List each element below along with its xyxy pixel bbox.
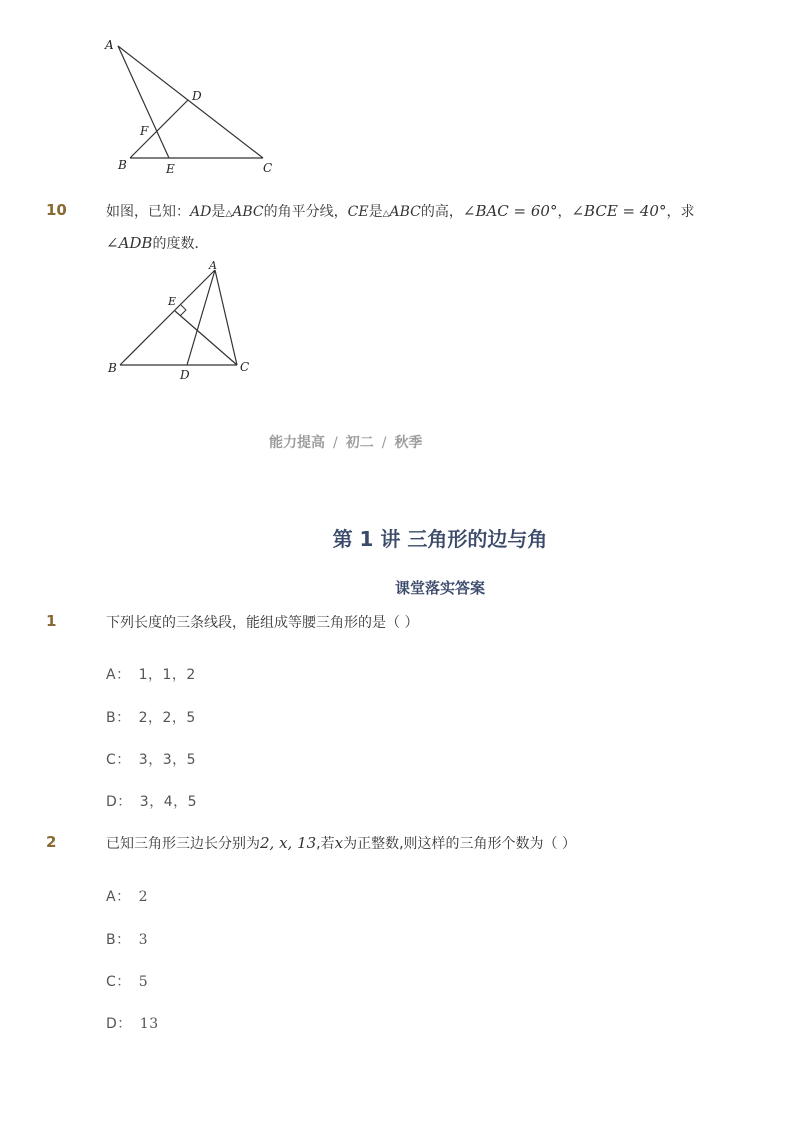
- option-c: [106, 971, 148, 991]
- breadcrumb-item: 初二: [345, 435, 374, 451]
- label-e: E: [168, 295, 177, 308]
- option-label: B：: [106, 932, 131, 948]
- triangle-symbol: △: [382, 209, 390, 219]
- option-a: [106, 664, 196, 684]
- label-c: C: [240, 360, 250, 374]
- text-segment: ，: [557, 204, 572, 220]
- text-segment: ,若: [316, 836, 335, 852]
- option-b: [106, 707, 196, 727]
- label-d: D: [180, 368, 190, 382]
- option-label: A：: [106, 889, 131, 905]
- breadcrumb-separator: /: [381, 435, 387, 451]
- option-label: B：: [106, 710, 131, 726]
- question-number: 10: [46, 201, 67, 219]
- math-ce: CE: [347, 204, 369, 220]
- option-a: [106, 886, 148, 906]
- breadcrumb: [269, 432, 422, 452]
- question-10-line-2: [106, 233, 208, 253]
- question-number: 2: [46, 833, 57, 851]
- option-value: 3，3，5: [138, 752, 197, 768]
- segment-bd: [130, 100, 188, 158]
- segment-ac: [215, 270, 237, 365]
- option-value: 13: [139, 1016, 159, 1032]
- option-value: 5: [138, 974, 149, 990]
- math-sides: 2, x, 13: [260, 834, 317, 852]
- question-text: 下列长度的三条线段，能组成等腰三角形的是（ ）: [106, 615, 419, 631]
- question-number: 1: [46, 612, 57, 630]
- option-value: 1，1，2: [138, 667, 196, 683]
- question-10-line-1: [106, 201, 694, 221]
- label-d: D: [192, 89, 202, 103]
- breadcrumb-item: 秋季: [394, 435, 423, 451]
- option-label: D：: [106, 794, 132, 810]
- segment-ae: [118, 46, 169, 158]
- question-text: [106, 833, 576, 853]
- option-d: [106, 1013, 159, 1033]
- label-a: A: [105, 38, 114, 52]
- text-segment: 的度数．: [152, 236, 209, 252]
- text-segment: 为正整数,则这样的三角形个数为（ ）: [343, 836, 576, 852]
- option-d: [106, 791, 197, 811]
- text-segment: 是: [368, 204, 383, 220]
- option-value: 3，4，5: [139, 794, 198, 810]
- option-value: 2，2，5: [138, 710, 196, 726]
- option-label: A：: [106, 667, 131, 683]
- breadcrumb-item: 能力提高: [269, 435, 325, 451]
- text-segment: 是: [211, 204, 226, 220]
- section-title: 课堂落实答案: [394, 579, 485, 597]
- lecture-title: 第 1 讲 三角形的边与角: [332, 527, 548, 551]
- label-c: C: [263, 161, 273, 175]
- text-segment: 的角平分线，: [263, 204, 348, 220]
- option-value: 3: [138, 932, 149, 948]
- math-angle-adb: ∠ADB: [106, 234, 153, 252]
- breadcrumb-separator: /: [333, 435, 338, 451]
- option-label: D：: [106, 1016, 132, 1032]
- math-variable: x: [334, 834, 344, 852]
- triangle-symbol: △: [225, 209, 233, 219]
- triangle-figure-1: [100, 30, 290, 180]
- math-abc: ABC: [232, 204, 264, 220]
- segment-ce: [175, 311, 237, 365]
- text-segment: 已知三角形三边长分别为: [106, 836, 260, 852]
- text-segment: 的高，: [420, 204, 463, 220]
- math-angle-bac: ∠BAC = 60°: [462, 202, 558, 220]
- math-ad: AD: [190, 204, 212, 220]
- text-segment: ，求: [666, 204, 695, 220]
- option-value: 2: [138, 889, 148, 905]
- label-a: A: [209, 259, 217, 272]
- option-label: C：: [106, 752, 131, 768]
- right-angle-mark: [180, 305, 186, 316]
- label-b: B: [118, 158, 127, 172]
- label-f: F: [140, 124, 149, 138]
- option-c: [106, 749, 196, 769]
- math-abc: ABC: [389, 204, 421, 220]
- triangle-figure-2: [100, 255, 270, 385]
- label-b: B: [108, 361, 117, 375]
- math-angle-bce: ∠BCE = 40°: [571, 202, 667, 220]
- option-b: [106, 929, 148, 949]
- label-e: E: [166, 162, 175, 176]
- option-label: C：: [106, 974, 131, 990]
- segment-ac: [118, 46, 263, 158]
- text-segment: 如图，已知：: [106, 204, 190, 220]
